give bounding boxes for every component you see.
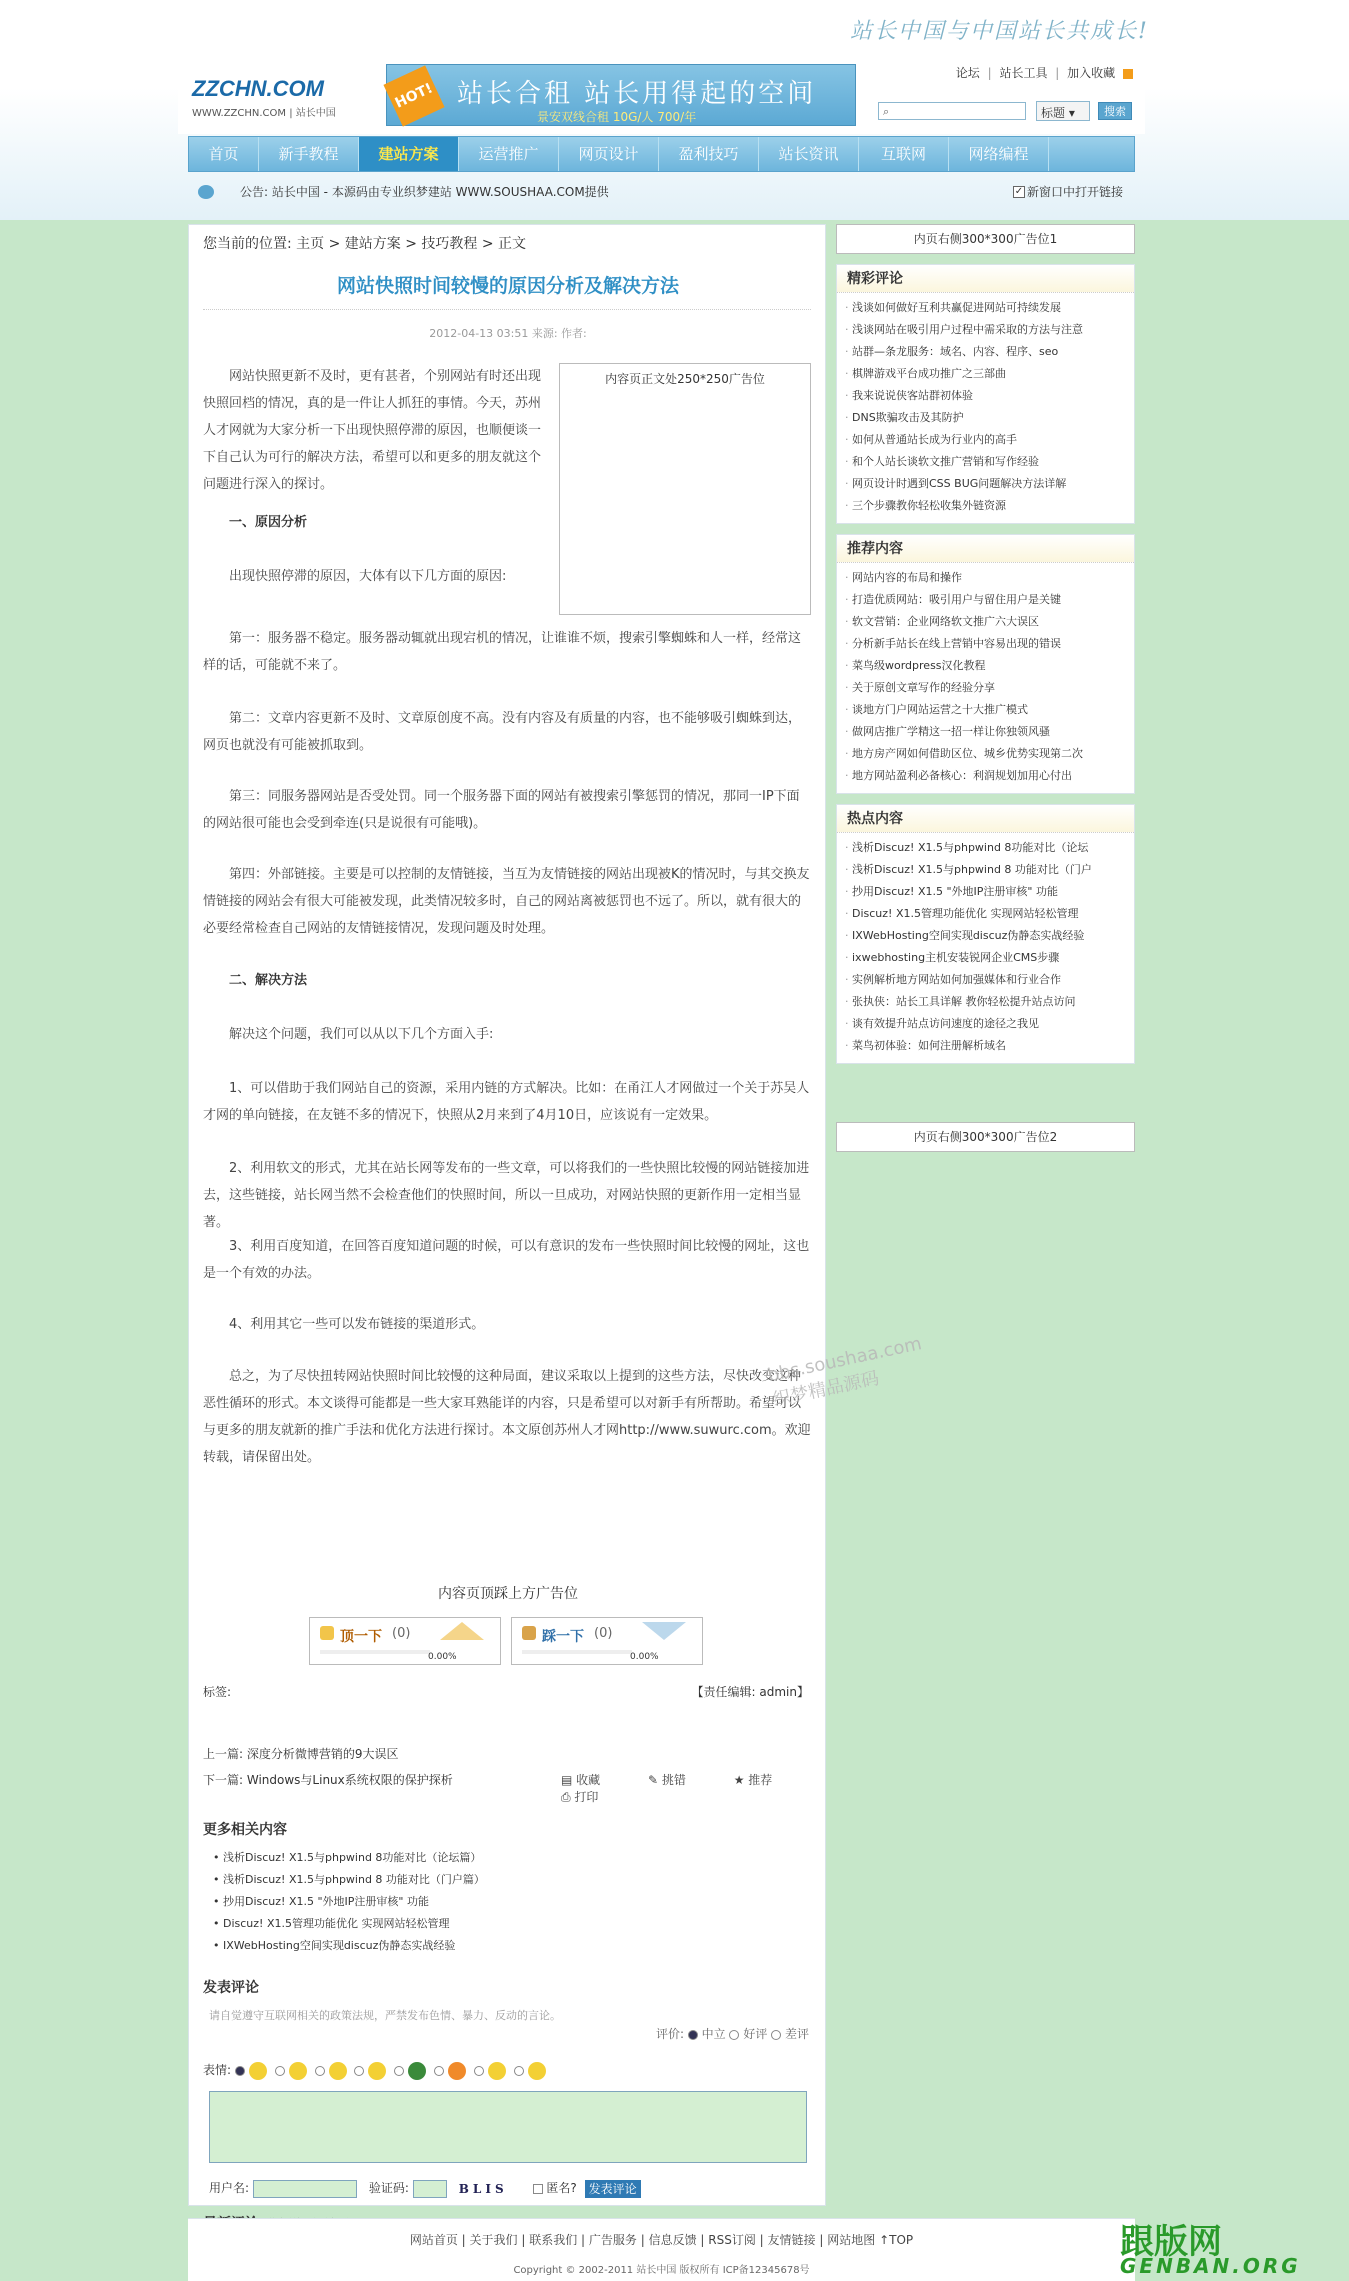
related-item[interactable]: • 浅析Discuz! X1.5与phpwind 8 功能对比（门户篇） <box>213 1873 485 1886</box>
nav-item-profit[interactable]: 盈利技巧 <box>659 137 759 171</box>
laugh-icon <box>329 2062 347 2080</box>
footer-link[interactable]: 信息反馈 <box>648 2233 697 2247</box>
tools-link[interactable]: 站长工具 <box>999 66 1048 80</box>
slogan: 站长中国与中国站长共成长! <box>850 19 1149 44</box>
down-arrow-icon <box>642 1622 686 1640</box>
footer-link[interactable]: RSS订阅 <box>708 2233 756 2247</box>
related-item[interactable]: • 抄用Discuz! X1.5 "外地IP注册审核" 功能 <box>213 1895 429 1908</box>
logo-subtext: WWW.ZZCHN.COM | 站长中国 <box>192 108 336 119</box>
nav-item-internet[interactable]: 互联网 <box>859 137 949 171</box>
comment-textarea[interactable] <box>209 2091 807 2163</box>
search-type-select[interactable]: 标题 ▾ <box>1036 101 1090 121</box>
list-item[interactable]: · 谈有效提升站点访问速度的途径之我见 <box>845 1013 1134 1035</box>
list-item[interactable]: · 菜鸟初体验：如何注册解析域名 <box>845 1035 1134 1057</box>
list-item[interactable]: · 菜鸟级wordpress汉化教程 <box>845 655 1134 677</box>
section-heading-causes: 一、原因分析 <box>229 515 308 530</box>
face-radio[interactable] <box>235 2066 245 2076</box>
genban-watermark-cn: 跟版网 <box>1120 2222 1222 2262</box>
box-title: 热点内容 <box>837 805 1134 833</box>
print-button[interactable]: ⎙ 打印 <box>561 1790 599 1804</box>
recommend-label: 推荐 <box>748 1773 773 1787</box>
captcha-input[interactable] <box>413 2180 447 2198</box>
recommend-button[interactable]: ★ 推荐 <box>733 1773 773 1787</box>
rating-group <box>656 2025 809 2042</box>
list-item[interactable]: · 实例解析地方网站如何加强媒体和行业合作 <box>845 969 1134 991</box>
up-arrow-icon <box>440 1622 484 1640</box>
captcha-label: 验证码: <box>368 2181 409 2195</box>
article-paragraph: 总之，为了尽快扭转网站快照时间比较慢的这种局面，建议采取以上提到的这些方法，尽快改变这种恶性循环的形式。本文谈得可能都是一些大家耳熟能详的内容，只是希望可以对新手有所帮助。希望可以与更多的朋友就新的推广手法和优化方法进行探讨。本文原创苏州人才网http://www.suwurc.com。欢迎转载，请保留出处。 <box>203 1369 811 1465</box>
favorite-link[interactable]: 加入收藏 <box>1067 66 1116 80</box>
hot-content-box <box>836 804 1135 1064</box>
related-item[interactable]: • IXWebHosting空间实现discuz伪静态实战经验 <box>213 1939 456 1952</box>
top-links: 论坛 | 站长工具 | 加入收藏 <box>952 64 1133 81</box>
nav-item-news[interactable]: 站长资讯 <box>759 137 859 171</box>
rating-bad-radio[interactable] <box>771 2030 781 2040</box>
tags-label: 标签: <box>203 1685 232 1699</box>
recommended-box <box>836 534 1135 794</box>
hot-badge: HOT! <box>383 65 444 126</box>
forum-link[interactable]: 论坛 <box>955 66 980 80</box>
list-item[interactable]: · 浅析Discuz! X1.5与phpwind 8 功能对比（门户 <box>845 859 1134 881</box>
article-paragraph: 第二：文章内容更新不及时、文章原创度不高。没有内容及有质量的内容，也不能够吸引蜘蛛到达，网页也就没有可能被抓取到。 <box>203 711 802 753</box>
comment-title: 发表评论 <box>203 1980 259 1996</box>
captcha-image[interactable]: BLIS <box>458 2181 508 2196</box>
face-radio[interactable] <box>275 2066 285 2076</box>
copyright: Copyright © 2002-2011 站长中国 版权所有 ICP备12345678号 <box>513 2265 810 2276</box>
list-item[interactable]: · DNS欺骗攻击及其防护 <box>845 407 1134 429</box>
related-list <box>213 1847 485 1957</box>
footer-link[interactable]: 联系我们 <box>529 2233 578 2247</box>
related-item[interactable]: • 浅析Discuz! X1.5与phpwind 8功能对比（论坛篇） <box>213 1851 482 1864</box>
anonymous-label: 匿名? <box>546 2181 577 2195</box>
logo-text: ZZCHN.COM <box>192 76 324 101</box>
rating-label: 评价: <box>655 2027 684 2041</box>
genban-watermark-en: GENBAN.ORG <box>1120 2254 1301 2278</box>
footer-link[interactable]: 网站首页 <box>409 2233 458 2247</box>
thumbs-down-icon <box>522 1626 536 1640</box>
article-paragraph: 2、利用软文的形式，尤其在站长网等发布的一些文章，可以将我们的一些快照比较慢的网站链接加进去，这些链接，站长网当然不会检查他们的快照时间，所以一旦成功，对网站快照的更新作用一定相当显著。 <box>203 1161 810 1230</box>
grin-icon <box>289 2062 307 2080</box>
list-item[interactable]: · 网站内容的布局和操作 <box>845 567 1134 589</box>
nav-item-promotion[interactable]: 运营推广 <box>459 137 559 171</box>
vote-down-count: (0) <box>594 1626 613 1641</box>
bookmark-button[interactable]: ▤ 收藏 <box>561 1773 601 1787</box>
anonymous-checkbox[interactable] <box>533 2184 543 2194</box>
angry-icon <box>448 2062 466 2080</box>
article-paragraph: 4、利用其它一些可以发布链接的渠道形式。 <box>229 1317 485 1332</box>
face-label: 表情: <box>203 2063 232 2077</box>
vote-up-label: 顶一下 <box>340 1629 382 1645</box>
footer <box>188 2218 1135 2281</box>
rss-icon[interactable] <box>1123 69 1133 79</box>
list-item[interactable]: · 如何从普通站长成为行业内的高手 <box>845 429 1134 451</box>
rating-neutral-radio[interactable] <box>688 2030 698 2040</box>
list-item[interactable]: · 棋牌游戏平台成功推广之三部曲 <box>845 363 1134 385</box>
back-to-top-link[interactable]: ↑TOP <box>879 2233 914 2247</box>
face-radio[interactable] <box>434 2066 444 2076</box>
surprised-icon <box>528 2062 546 2080</box>
footer-link[interactable]: 友情链接 <box>767 2233 816 2247</box>
notice-bar <box>188 178 1135 206</box>
face-radio[interactable] <box>474 2066 484 2076</box>
new-window-checkbox[interactable]: ✓ <box>1014 186 1024 197</box>
list-item[interactable]: · 关于原创文章写作的经验分享 <box>845 677 1134 699</box>
list-item[interactable]: · 软文营销：企业网络软文推广六大误区 <box>845 611 1134 633</box>
list-item[interactable]: · 分析新手站长在线上营销中容易出现的错误 <box>845 633 1134 655</box>
report-label: 挑错 <box>661 1773 686 1787</box>
list-item[interactable]: · 谈地方门户网站运营之十大推广模式 <box>845 699 1134 721</box>
banner-headline: 站长合租 站长用得起的空间 <box>457 79 817 109</box>
search-icon: ⌕ <box>883 105 890 118</box>
vote-up-percent: 0.00% <box>428 1652 457 1662</box>
search-button[interactable]: 搜索 <box>1098 102 1132 120</box>
speaker-icon <box>198 185 214 199</box>
rating-good-radio[interactable] <box>729 2030 739 2040</box>
vote-down-box[interactable] <box>511 1617 703 1665</box>
search-type-value: 标题 <box>1041 106 1066 120</box>
article-paragraph: 第一：服务器不稳定。服务器动辄就出现宕机的情况，让谁谁不烦，搜索引擎蜘蛛和人一样，经常这样的话，可能就不来了。 <box>203 631 802 673</box>
face-radio[interactable] <box>394 2066 404 2076</box>
watermark: bbs.soushaa.com 织梦精品源码 <box>765 1333 924 1411</box>
article-paragraph: 第四：外部链接。主要是可以控制的友情链接，当互为友情链接的网站出现被K的情况时，与其交换友情链接的网站会有很大可能被发现，此类情况较多时，自己的网站离被惩罚也不远了。所以，就有很大的必要经常检查自己网站的友情链接情况，发现问题及时处理。 <box>203 867 810 936</box>
nav-item-tutorial[interactable]: 新手教程 <box>259 137 359 171</box>
box-title: 推荐内容 <box>837 535 1134 563</box>
vote-up-box[interactable] <box>309 1617 501 1665</box>
nav-item-site-build[interactable]: 建站方案 <box>359 137 459 171</box>
box-title: 精彩评论 <box>837 265 1134 293</box>
article-intro: 网站快照更新不及时，更有甚者，个别网站有时还出现快照回档的情况，真的是一件让人抓狂的事情。今天，苏州人才网就为大家分析一下出现快照停滞的原因，也顺便谈一下自己认为可行的解决方法，希望可以和更多的朋友就这个问题进行深入的探讨。 <box>203 369 542 492</box>
inline-ad-slot[interactable]: 内容页正文处250*250广告位 <box>559 363 811 615</box>
turtle-icon <box>408 2062 426 2080</box>
thumbs-up-icon <box>320 1626 334 1640</box>
rating-good-label: 好评 <box>743 2027 768 2041</box>
bookmark-label: 收藏 <box>576 1773 601 1787</box>
search-input[interactable] <box>878 102 1026 120</box>
username-label: 用户名: <box>209 2181 250 2195</box>
comment-note: 请自觉遵守互联网相关的政策法规，严禁发布色情、暴力、反动的言论。 <box>209 2009 561 2022</box>
rating-neutral-label: 中立 <box>701 2027 726 2041</box>
face-radio[interactable] <box>354 2066 364 2076</box>
site-logo[interactable] <box>192 76 367 126</box>
divider <box>203 309 811 310</box>
main-nav <box>188 136 1135 172</box>
footer-links: 网站首页 | 关于我们 | 联系我们 | 广告服务 | 信息反馈 | RSS订阅 | 友情链接 | 网站地图 ↑TOP <box>409 2233 914 2247</box>
comment-form-row <box>209 2179 641 2198</box>
wink-icon <box>368 2062 386 2080</box>
next-article-link[interactable]: 下一篇: Windows与Linux系统权限的保护探析 <box>203 1773 453 1787</box>
vote-up-count: (0) <box>392 1626 411 1641</box>
vote-down-bar <box>522 1650 632 1654</box>
list-item[interactable]: · 我来说说侠客站群初体验 <box>845 385 1134 407</box>
prev-article-link[interactable]: 上一篇: 深度分析微博营销的9大误区 <box>203 1747 399 1761</box>
list-item[interactable]: · ixwebhosting主机安装锐网企业CMS步骤 <box>845 947 1134 969</box>
list-item[interactable]: · 打造优质网站：吸引用户与留住用户是关键 <box>845 589 1134 611</box>
banner-subline: 景安双线合租 10G/人 700/年 <box>537 110 697 124</box>
article-tools <box>561 1771 825 1805</box>
breadcrumb: 您当前的位置: 主页 > 建站方案 > 技巧教程 > 正文 <box>203 236 527 252</box>
section-heading-solutions: 二、解决方法 <box>229 973 308 988</box>
article-meta: 2012-04-13 03:51 来源: 作者: <box>429 327 587 340</box>
new-window-label: 新窗口中打开链接 <box>1026 185 1123 199</box>
list-item[interactable]: · 做网店推广学精这一招一样让你独领风骚 <box>845 721 1134 743</box>
article-paragraph: 出现快照停滞的原因，大体有以下几方面的原因: <box>229 569 507 584</box>
related-title: 更多相关内容 <box>203 1822 287 1838</box>
list-item[interactable]: · 浅谈网站在吸引用户过程中需采取的方法与注意 <box>845 319 1134 341</box>
list-item[interactable]: · 地方房产网如何借助区位、城乡优势实现第二次 <box>845 743 1134 765</box>
footer-link[interactable]: 网站地图 <box>827 2233 876 2247</box>
article-paragraph: 解决这个问题，我们可以从以下几个方面入手: <box>229 1027 494 1042</box>
header <box>178 54 1145 134</box>
list-item[interactable]: · Discuz! X1.5管理功能优化 实现网站轻松管理 <box>845 903 1134 925</box>
list-item[interactable]: · 浅析Discuz! X1.5与phpwind 8功能对比（论坛 <box>845 837 1134 859</box>
list-item[interactable]: · 三个步骤教你轻松收集外链资源 <box>845 495 1134 517</box>
related-item[interactable]: • Discuz! X1.5管理功能优化 实现网站轻松管理 <box>213 1917 450 1930</box>
editor-credit: 【责任编辑: admin】 <box>691 1685 809 1699</box>
list-item[interactable]: · 抄用Discuz! X1.5 "外地IP注册审核" 功能 <box>845 881 1134 903</box>
smile-icon <box>249 2062 267 2080</box>
vote-up-bar <box>320 1650 430 1654</box>
footer-link[interactable]: 广告服务 <box>588 2233 637 2247</box>
list-item[interactable]: · 张执侠：站长工具详解 教你轻松提升站点访问 <box>845 991 1134 1013</box>
list-item[interactable]: · IXWebHosting空间实现discuz伪静态实战经验 <box>845 925 1134 947</box>
face-radio[interactable] <box>315 2066 325 2076</box>
vote-ad-slot[interactable]: 内容页顶踩上方广告位 <box>438 1586 578 1602</box>
article-paragraph: 1、可以借助于我们网站自己的资源，采用内链的方式解决。比如：在甬江人才网做过一个关于苏吴人才网的单向链接，在友链不多的情况下，快照从2月来到了4月10日，应该说有一定效果。 <box>203 1081 810 1123</box>
nav-item-programming[interactable]: 网络编程 <box>949 137 1049 171</box>
sidebar-ad-2[interactable]: 内页右侧300*300广告位2 <box>836 1122 1135 1152</box>
header-banner-ad[interactable] <box>386 64 856 126</box>
page-wrapper <box>178 54 1145 2281</box>
list-item[interactable]: · 地方网站盈利必备核心：利润规划加用心付出 <box>845 765 1134 787</box>
emoticon-picker <box>203 2061 550 2080</box>
vote-down-label: 踩一下 <box>542 1629 584 1645</box>
list-item[interactable]: · 和个人站长谈软文推广营销和写作经验 <box>845 451 1134 473</box>
face-radio[interactable] <box>514 2066 524 2076</box>
confused-icon <box>488 2062 506 2080</box>
list-item[interactable]: · 站群—条龙服务：域名、内容、程序、seo <box>845 341 1134 363</box>
list-item[interactable]: · 浅谈如何做好互利共赢促进网站可持续发展 <box>845 297 1134 319</box>
featured-comments-box <box>836 264 1135 524</box>
article-title: 网站快照时间较慢的原因分析及解决方法 <box>336 275 679 297</box>
submit-comment-button[interactable]: 发表评论 <box>585 2180 641 2198</box>
print-label: 打印 <box>574 1790 599 1804</box>
rating-bad-label: 差评 <box>784 2027 809 2041</box>
article-paragraph: 第三：同服务器网站是否受处罚。同一个服务器下面的网站有被搜索引擎惩罚的情况，那同一IP下面的网站很可能也会受到牵连(只是说很有可能哦)。 <box>203 789 800 831</box>
report-error-button[interactable]: ✎ 挑错 <box>648 1773 686 1787</box>
username-input[interactable] <box>253 2180 357 2198</box>
nav-item-home[interactable]: 首页 <box>189 137 259 171</box>
footer-link[interactable]: 关于我们 <box>469 2233 518 2247</box>
notice-text: 公告: 站长中国 - 本源码由专业织梦建站 WWW.SOUSHAA.COM提供 <box>240 185 609 199</box>
vote-down-percent: 0.00% <box>630 1652 659 1662</box>
list-item[interactable]: · 网页设计时遇到CSS BUG问题解决方法详解 <box>845 473 1134 495</box>
article-paragraph: 3、利用百度知道，在回答百度知道问题的时候，可以有意识的发布一些快照时间比较慢的网址，这也是一个有效的办法。 <box>203 1239 810 1281</box>
nav-item-web-design[interactable]: 网页设计 <box>559 137 659 171</box>
sidebar-ad-1[interactable]: 内页右侧300*300广告位1 <box>836 224 1135 254</box>
